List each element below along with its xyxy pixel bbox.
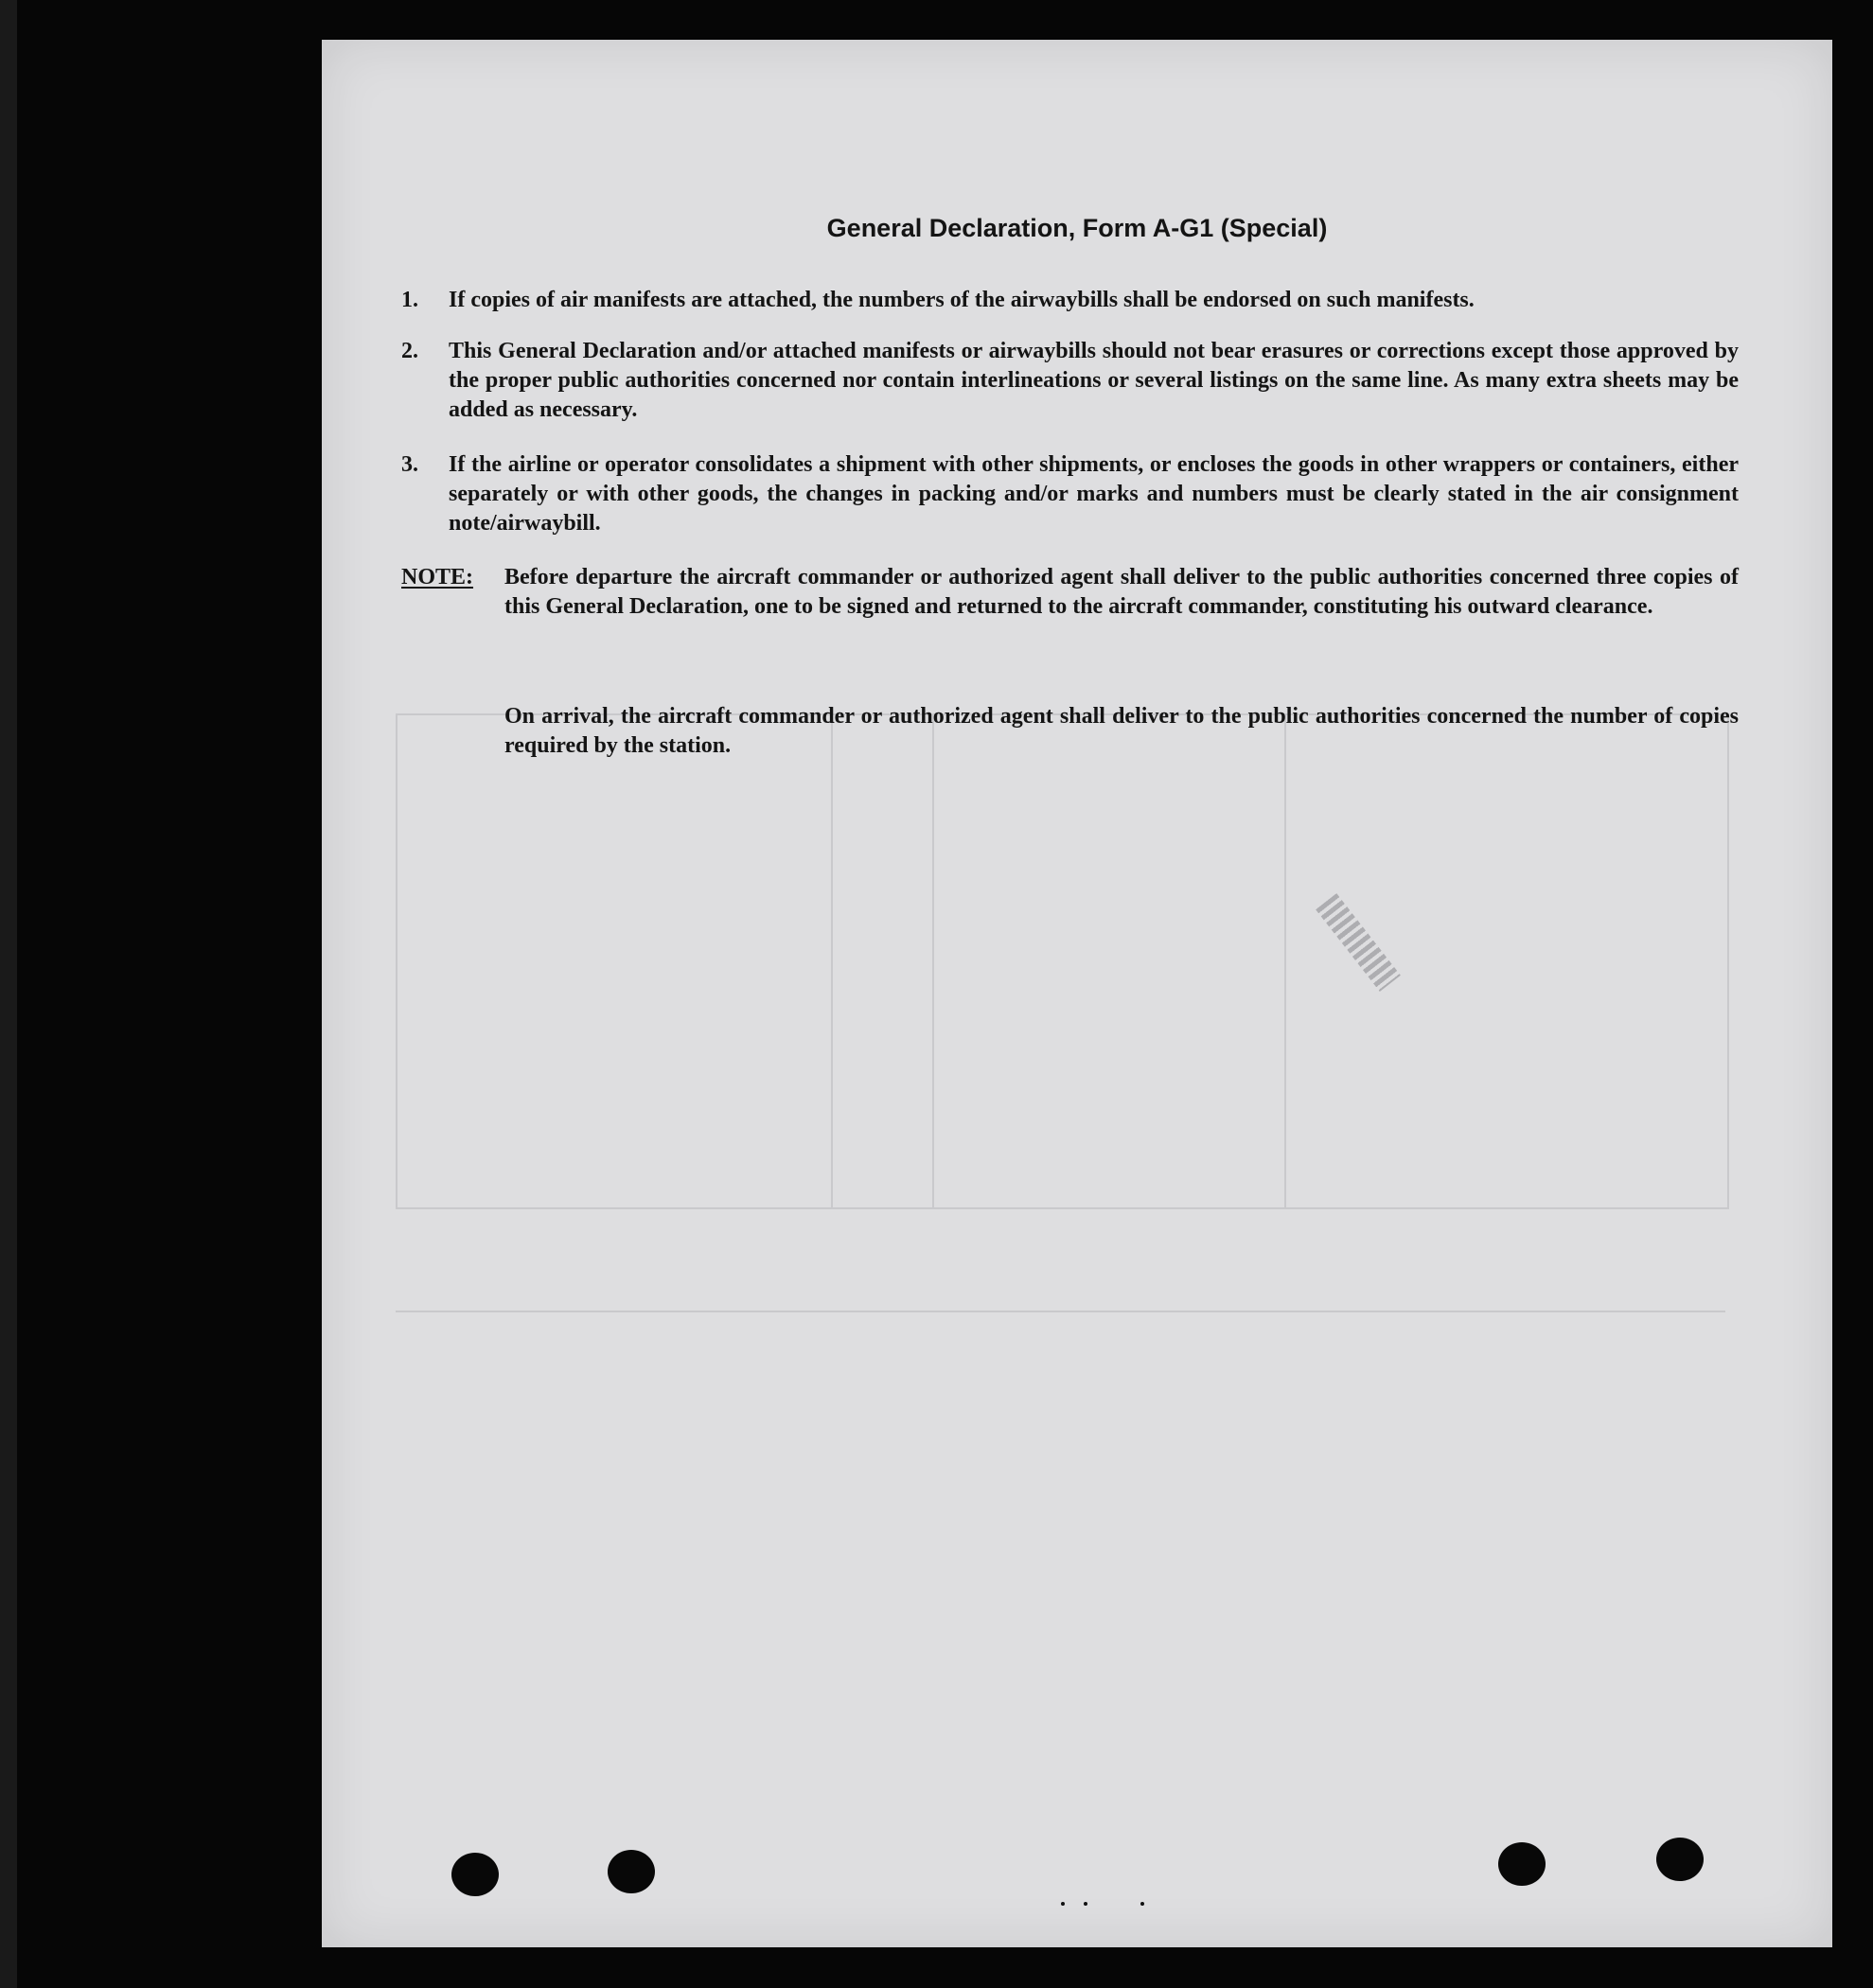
note-paragraph: On arrival, the aircraft commander or authorized agent shall deliver to the public authorities concerned the number of copies required by the station. [504,704,1739,758]
page-title: General Declaration, Form A-G1 (Special) [826,214,1328,242]
item-number: 1. [401,288,418,312]
item-number: 2. [401,339,418,363]
item-text: This General Declaration and/or attached manifests or airwaybills should not bear erasures or corrections except those approved by the proper public authorities concerned nor contain interlineations or several listings on the same line. As many extra sheets may be added as necessary. [449,339,1739,422]
binder-hole [608,1850,655,1893]
binder-hole [1656,1838,1704,1881]
scan-speck [1061,1902,1065,1906]
item-text: If copies of air manifests are attached, the numbers of the airwaybills shall be endorsed on such manifests. [449,288,1475,312]
instruction-item-2 [401,337,1739,431]
instruction-item-1 [401,286,1739,324]
document-content [322,40,1832,1947]
scan-edge [0,0,17,1988]
scan-speck [1140,1902,1144,1906]
item-number: 3. [401,452,418,477]
item-text: If the airline or operator consolidates a shipment with other shipments, or encloses the goods in other wrappers or containers, either separately or with other goods, the changes in packing and/or marks and numbers must be clearly stated in the air consignment note/airwaybill. [449,452,1739,536]
scan-speck [1084,1902,1087,1906]
note-block [401,563,1739,758]
instruction-item-3 [401,450,1739,545]
document-page [322,40,1832,1947]
note-label: NOTE: [401,565,474,589]
binder-hole [451,1853,499,1896]
note-paragraph: Before departure the aircraft commander or authorized agent shall deliver to the public authorities concerned three copies of this General Declaration, one to be signed and returned to the aircraft commander, constituting his outward clearance. [504,565,1739,619]
binder-hole [1498,1842,1546,1886]
